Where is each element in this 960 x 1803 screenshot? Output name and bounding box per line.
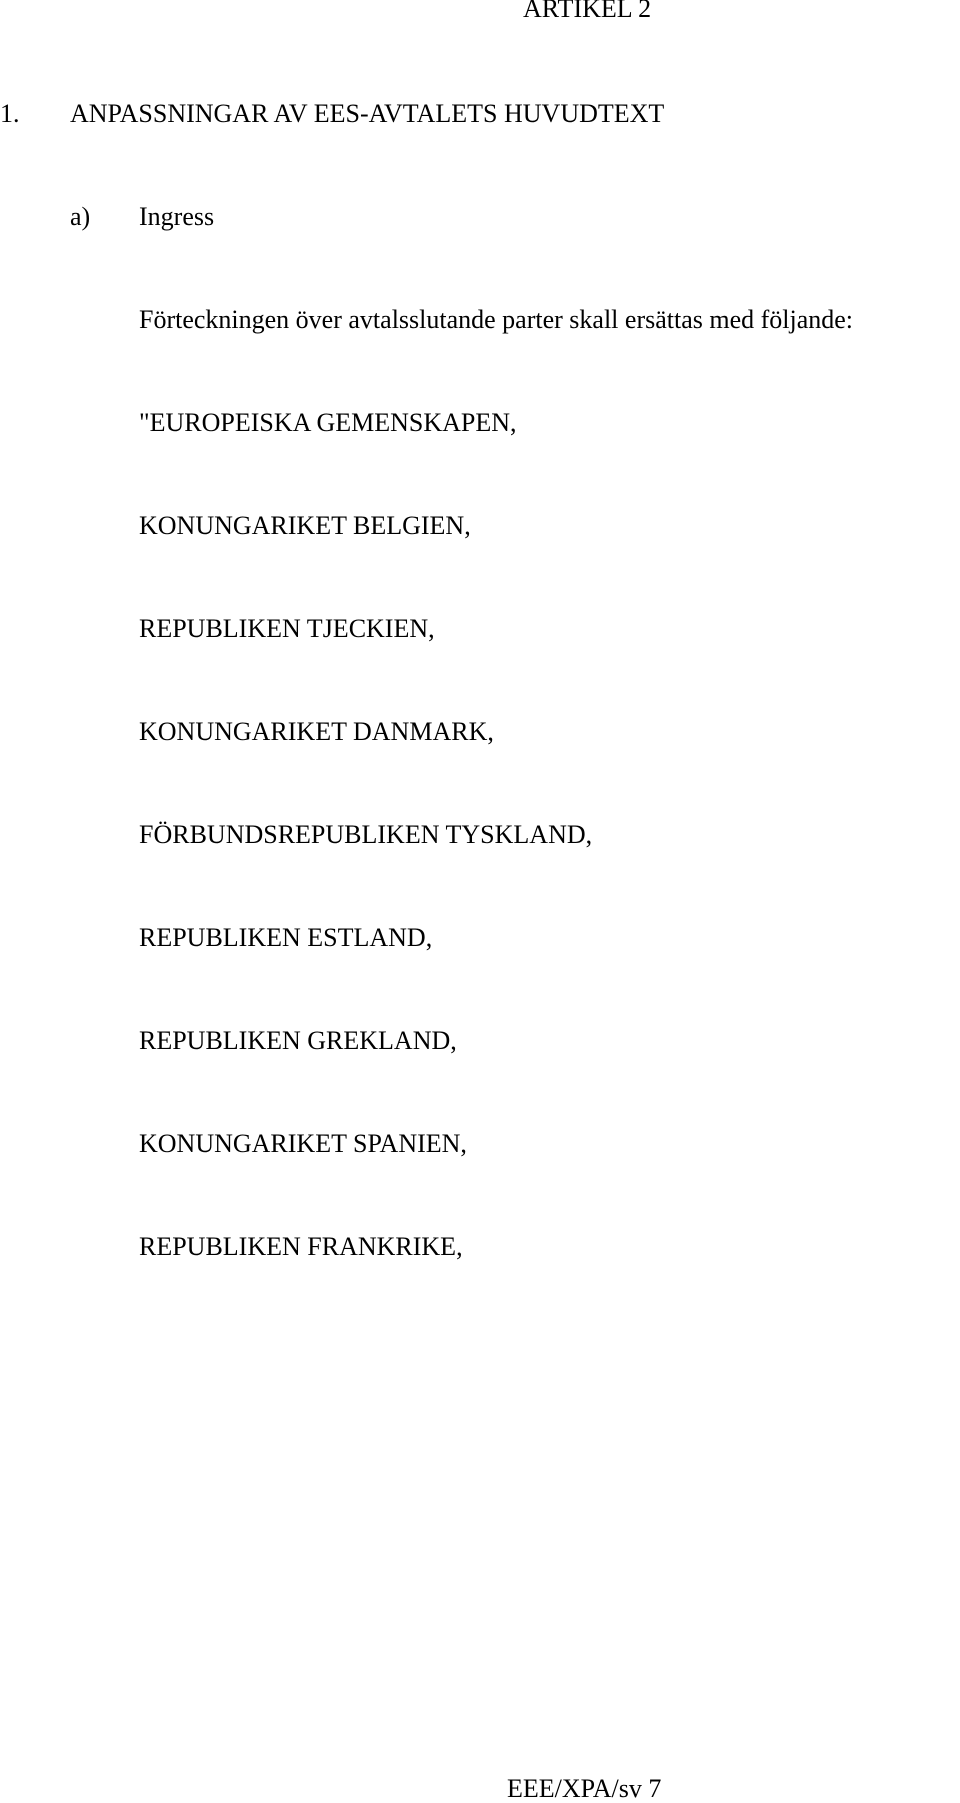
subsection-label: a) <box>70 202 91 231</box>
party-item: KONUNGARIKET DANMARK, <box>139 717 494 746</box>
article-title: ARTIKEL 2 <box>523 0 652 23</box>
party-item: REPUBLIKEN GREKLAND, <box>139 1026 457 1055</box>
party-item: KONUNGARIKET SPANIEN, <box>139 1129 467 1158</box>
intro-paragraph: Förteckningen över avtalsslutande parter skall ersättas med följande: <box>139 305 854 334</box>
party-item: REPUBLIKEN TJECKIEN, <box>139 614 435 643</box>
section-heading: ANPASSNINGAR AV EES-AVTALETS HUVUDTEXT <box>70 99 665 128</box>
party-item: REPUBLIKEN FRANKRIKE, <box>139 1232 463 1261</box>
party-item: REPUBLIKEN ESTLAND, <box>139 923 433 952</box>
party-item: "EUROPEISKA GEMENSKAPEN, <box>139 408 517 437</box>
party-item: FÖRBUNDSREPUBLIKEN TYSKLAND, <box>139 820 593 849</box>
section-number: 1. <box>0 99 20 128</box>
party-item: KONUNGARIKET BELGIEN, <box>139 511 471 540</box>
subsection-heading: Ingress <box>139 202 215 231</box>
footer-reference: EEE/XPA/sv 7 <box>507 1774 662 1803</box>
